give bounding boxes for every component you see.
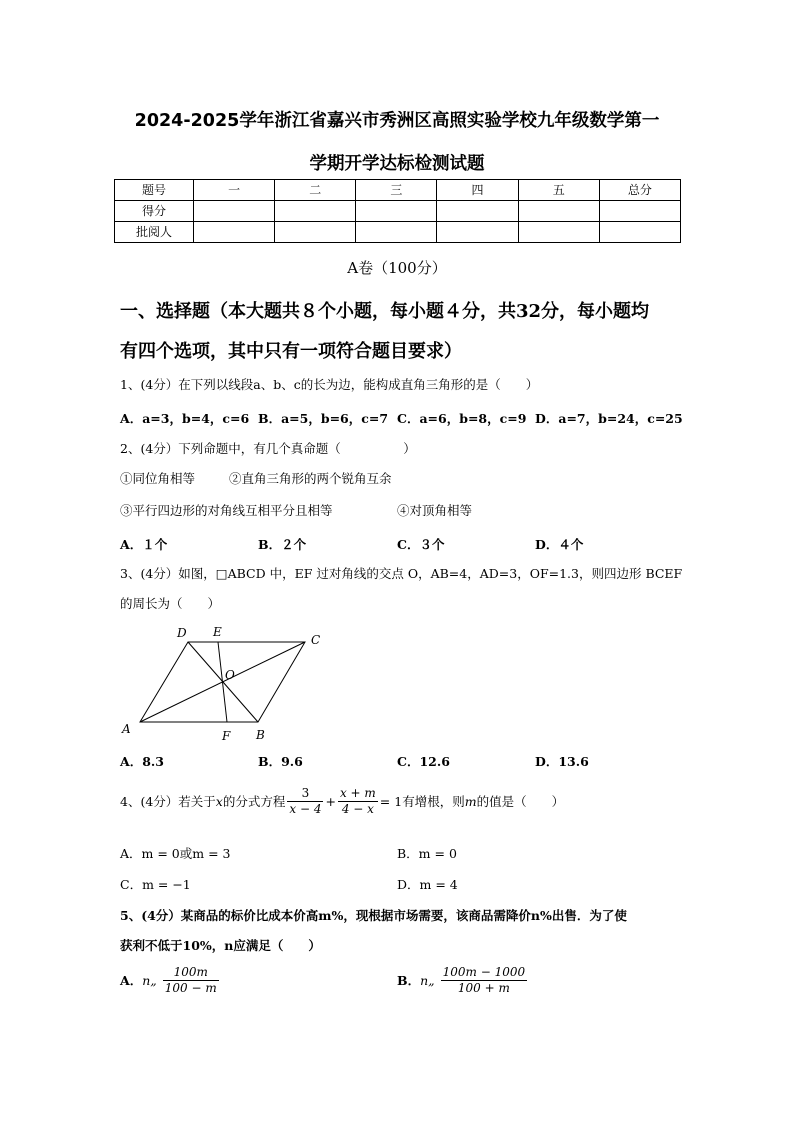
q3-option-a: A．8.3 xyxy=(120,754,164,769)
parallelogram-figure xyxy=(115,622,335,746)
table-cell xyxy=(518,222,599,243)
q1-option-c: C．a=6，b=8，c=9 xyxy=(397,411,527,426)
q2-text: 2、(4分）下列命题中，有几个真命题（ ） xyxy=(120,441,416,456)
fraction-numerator: 100m xyxy=(163,965,219,981)
q4-fraction-2 xyxy=(338,786,378,817)
q1-text: 1、(4分）在下列以线段a、b、c的长为边，能构成直角三角形的是（ ） xyxy=(120,377,539,392)
label-f: F xyxy=(222,729,231,743)
q2-statement-3: ③平行四边形的对角线互相平分且相等 xyxy=(120,503,333,518)
q1-option-d: D．a=7，b=24，c=25 xyxy=(535,411,683,426)
label-e: E xyxy=(213,625,222,639)
paper-a-heading: A卷（100分） xyxy=(347,259,447,277)
table-cell: 五 xyxy=(518,180,599,201)
table-cell xyxy=(194,201,275,222)
score-table-header-row xyxy=(115,180,681,201)
score-table-row xyxy=(115,222,681,243)
doc-title-line1: 2024-2025学年浙江省嘉兴市秀洲区高照实验学校九年级数学第一 xyxy=(134,111,660,131)
option-lhs: n„ xyxy=(142,973,157,988)
q2-statement-2: ②直角三角形的两个锐角互余 xyxy=(229,471,392,486)
q1-option-b: B．a=5，b=6，c=7 xyxy=(258,411,389,426)
q4-var-m: m xyxy=(464,794,477,809)
fraction-numerator: 100m − 1000 xyxy=(442,965,526,979)
q4-prefix: 4、(4分）若关于 xyxy=(120,794,216,809)
q5-text-line1: 5、(4分）某商品的标价比成本价高m%，现根据市场需要，该商品需降价n%出售．为了使 xyxy=(120,908,627,923)
table-cell: 批阅人 xyxy=(115,222,194,243)
q4-option-a: A．m = 0或m = 3 xyxy=(120,846,231,861)
table-cell: 题号 xyxy=(115,180,194,201)
q4-equals: = 1 xyxy=(379,794,403,809)
fraction-numerator: x + m xyxy=(339,786,376,800)
label-b: B xyxy=(256,728,265,742)
q3-text-line2: 的周长为（ ） xyxy=(120,596,221,611)
q3-option-b: B．9.6 xyxy=(258,754,303,769)
table-cell: 二 xyxy=(275,180,356,201)
q4-suffix1: 有增根，则 xyxy=(402,794,465,809)
table-cell xyxy=(194,222,275,243)
q4-plus: + xyxy=(325,794,336,809)
label-a: A xyxy=(122,722,131,736)
fraction-denominator: 4 − x xyxy=(341,802,374,816)
q2-option-a: A．１个 xyxy=(120,537,168,552)
section1-heading-line1: 一、选择题（本大题共８个小题，每小题４分，共32分，每小题均 xyxy=(120,301,650,322)
table-cell: 四 xyxy=(437,180,518,201)
fraction-denominator: 100 + m xyxy=(457,981,510,995)
q4-var-x: x xyxy=(215,794,223,809)
table-cell xyxy=(518,201,599,222)
q4-fraction-1 xyxy=(287,786,323,817)
q5-option-b-fraction xyxy=(441,965,528,996)
q5-text-line2: 获利不低于10%，n应满足（ ） xyxy=(120,938,321,953)
q3-option-c: C．12.6 xyxy=(397,754,450,769)
option-label: B． xyxy=(397,973,421,988)
table-cell: 得分 xyxy=(115,201,194,222)
q1-option-a: A．a=3，b=4，c=6 xyxy=(120,411,250,426)
table-cell: 总分 xyxy=(599,180,680,201)
q5-option-a xyxy=(120,965,221,996)
q4-option-b: B．m = 0 xyxy=(397,846,457,861)
option-label: A． xyxy=(120,973,143,988)
doc-title-line2: 学期开学达标检测试题 xyxy=(309,154,485,174)
table-cell xyxy=(275,201,356,222)
table-cell xyxy=(437,201,518,222)
q4-mid: 的分式方程 xyxy=(222,794,286,809)
score-table-row xyxy=(115,201,681,222)
table-cell xyxy=(275,222,356,243)
q5-option-a-fraction xyxy=(163,965,219,996)
q4-option-c: C．m = −1 xyxy=(120,877,191,892)
score-table xyxy=(114,179,681,243)
q2-statement-1: ①同位角相等 xyxy=(120,471,196,486)
q3-text-line1: 3、(4分）如图，□ABCD 中，EF 过对角线的交点 O，AB=4，AD=3，OF=1.3，则四边形 BCEF xyxy=(120,566,683,581)
label-o: O xyxy=(225,668,235,682)
table-cell xyxy=(356,222,437,243)
label-d: D xyxy=(177,626,187,640)
table-cell: 三 xyxy=(356,180,437,201)
table-cell xyxy=(599,222,680,243)
option-lhs: n„ xyxy=(420,973,435,988)
q4-text xyxy=(120,786,564,817)
q2-statement-4: ④对顶角相等 xyxy=(397,503,473,518)
label-c: C xyxy=(311,633,321,647)
table-cell xyxy=(599,201,680,222)
table-cell: 一 xyxy=(194,180,275,201)
q2-option-d: D．４个 xyxy=(535,537,584,552)
q4-suffix2: 的值是（ ） xyxy=(476,794,565,809)
fraction-denominator: 100 − m xyxy=(164,981,217,995)
table-cell xyxy=(437,222,518,243)
q4-option-d: D．m = 4 xyxy=(397,877,458,892)
section1-heading-line2: 有四个选项，其中只有一项符合题目要求） xyxy=(120,341,462,362)
segment-ef xyxy=(218,642,227,722)
q5-option-b xyxy=(397,965,529,996)
q2-option-b: B．２个 xyxy=(258,537,307,552)
table-cell xyxy=(356,201,437,222)
q2-option-c: C．３个 xyxy=(397,537,445,552)
q3-option-d: D．13.6 xyxy=(535,754,589,769)
fraction-denominator: x − 4 xyxy=(289,802,322,816)
fraction-numerator: 3 xyxy=(287,786,323,802)
